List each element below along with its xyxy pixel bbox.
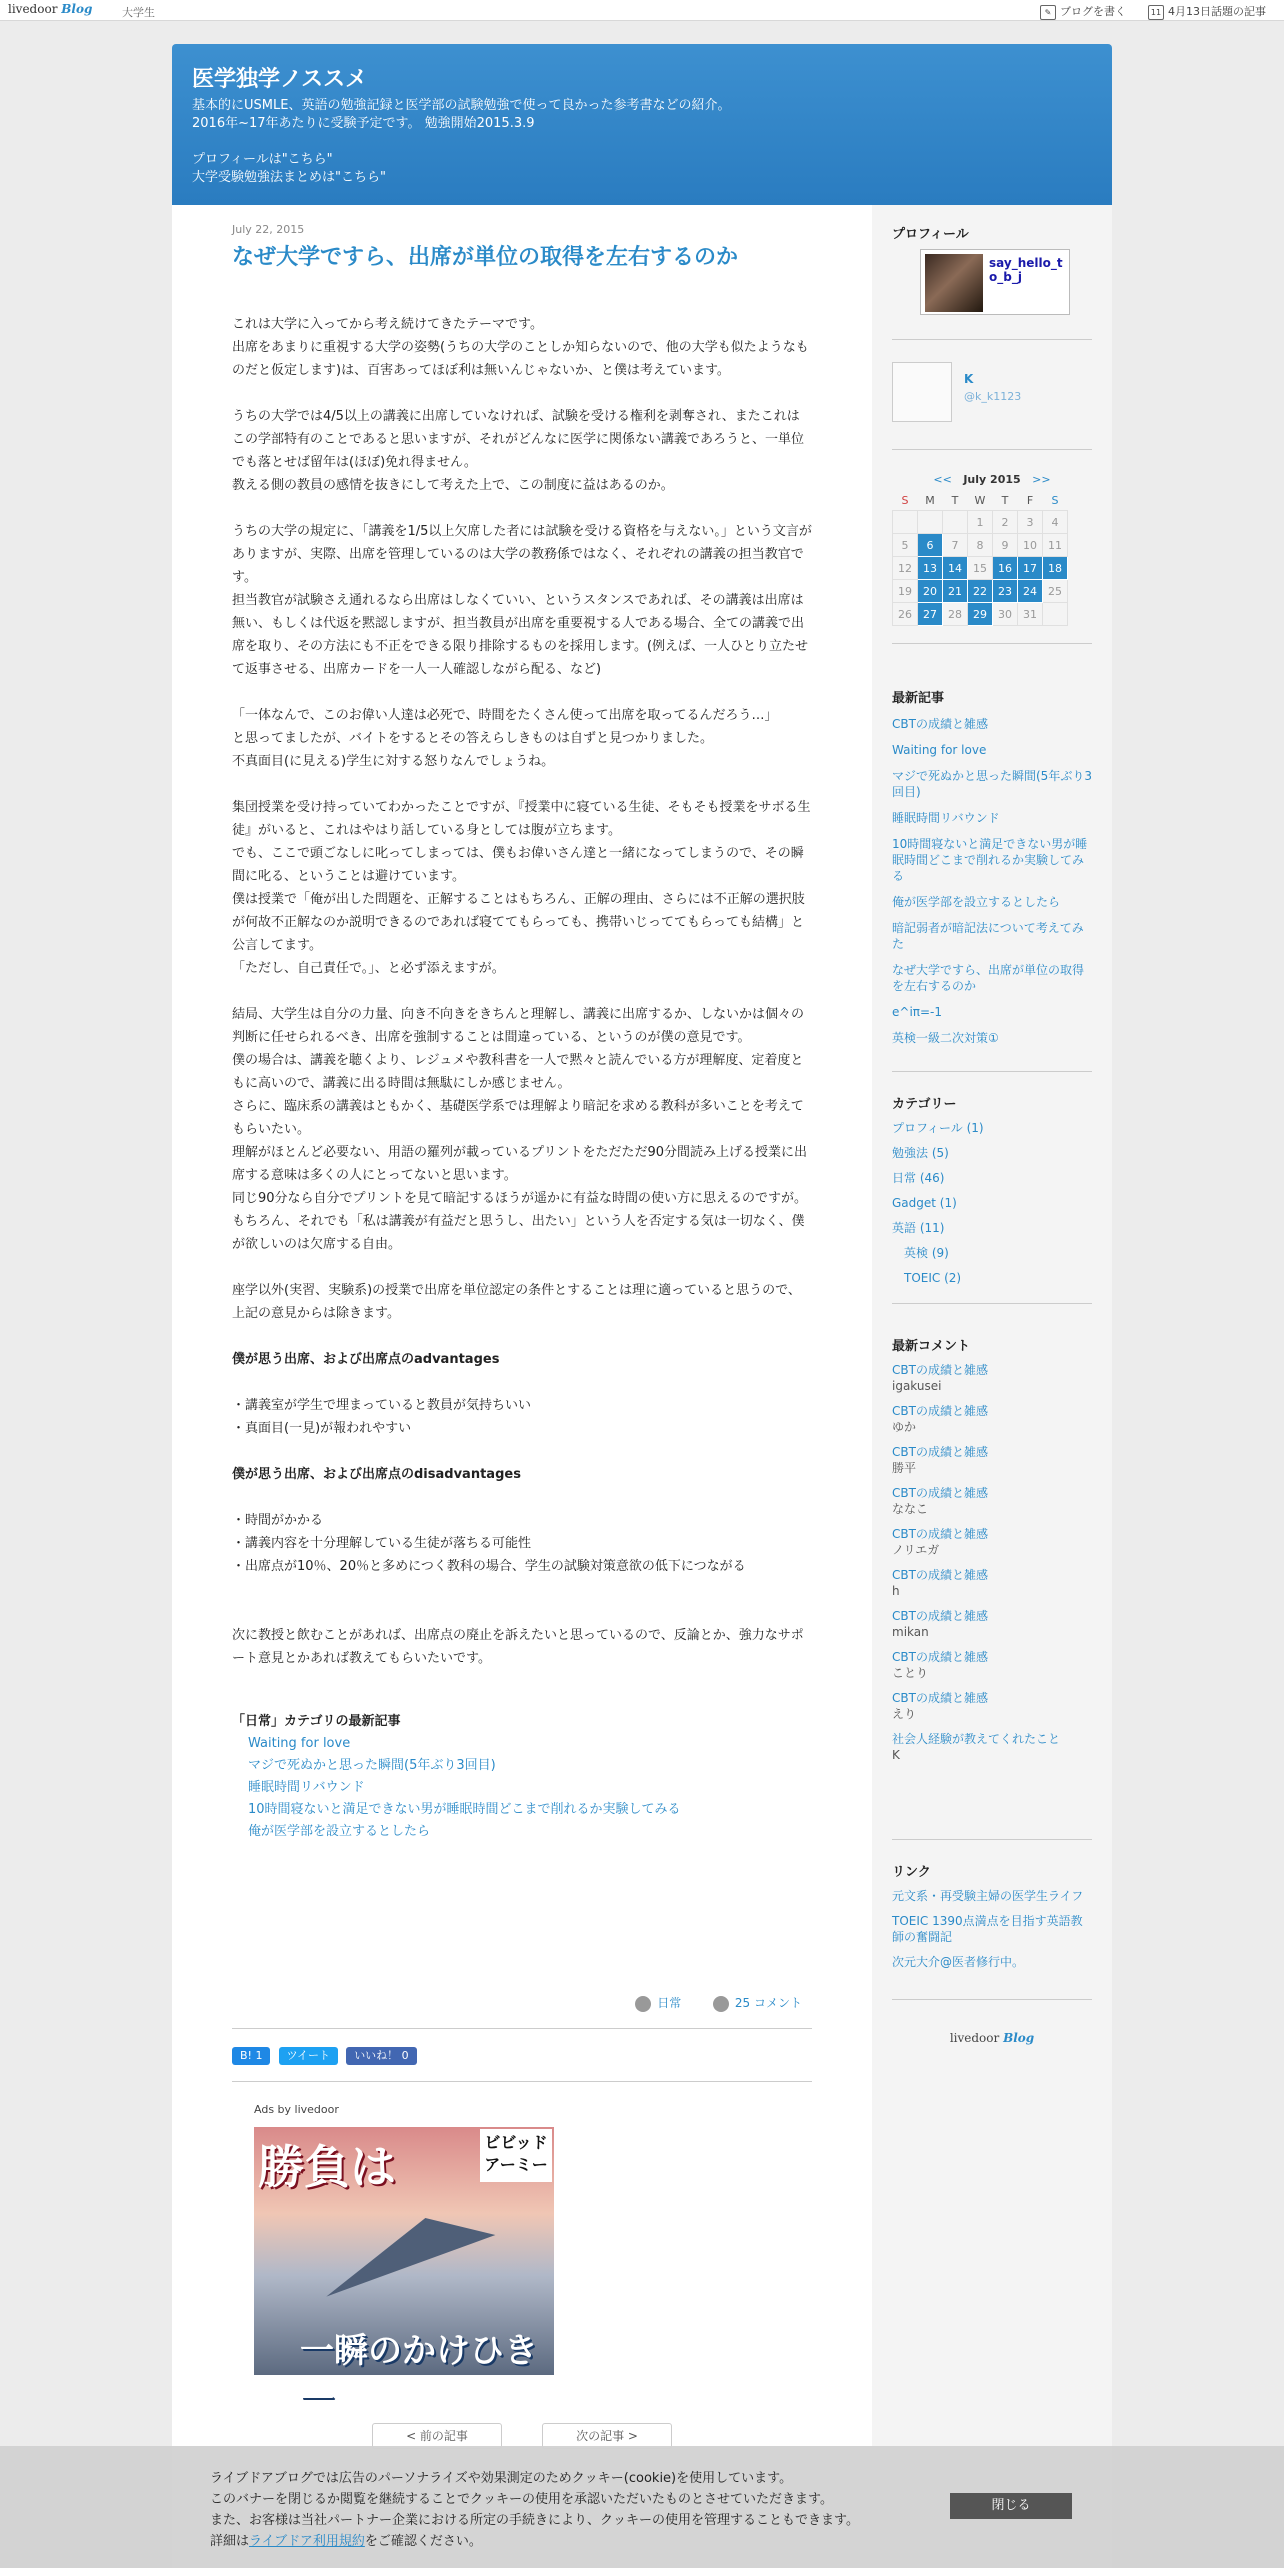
paragraph: 結局、大学生は自分の力量、向き不向きをきちんと理解し、講義に出席するか、しないかは個々の判断に任せられるべき、出席を強制することは間違っている、というのが僕の意見です。 僕の場合は、講義を聴くより、レジュメや教科書を一人で黙々と読んでいる方が理解度、定着度ともに高いので、講義に出る時間は無駄にしか感じません。 さらに、臨床系の講義はともかく、基礎医学系では理解より暗記を求める教科が多いことを考えてもらいたい。 理解がほとんど必要ない、用語の羅列が載っているプリントをただただ90分間読み上げる授業に出席する意味は多くの人にとってないと思います。 同じ90分なら自分でプリントを見て暗記するほうが遥かに有益な時間の使い方に思えるのですが。 もちろん、それでも「私は講義が有益だと思うし、出たい」という人を否定する気は一切なく、僕が欲しいのは欠席する自由。 [232,1007,808,1252]
share-buttons [232,2047,421,2065]
comment-post-link[interactable]: CBTの成績と雑感 [892,1486,988,1500]
comments-heading: 最新コメント [892,1339,971,1354]
calendar-month: July 2015 [963,473,1021,486]
cookie-banner [0,2446,1284,2568]
calendar-day[interactable]: 29 [968,603,993,626]
comment-post-link[interactable]: CBTの成績と雑感 [892,1609,988,1623]
comment-user: mikan [892,1625,929,1639]
cookie-line-post: をご確認ください。 [364,2534,482,2549]
category-link[interactable]: 勉強法 (5) [892,1146,949,1160]
profile-heading: プロフィール [892,227,969,242]
recent-post-link[interactable]: なぜ大学ですら、出席が単位の取得を左右するのか [892,963,1085,993]
category-link[interactable]: プロフィール (1) [892,1121,984,1135]
cookie-line [210,2531,859,2552]
calendar-day: 26 [893,603,918,626]
related-link[interactable]: 10時間寝ないと満足できない男が睡眠時間どこまで削れるか実験してみる [248,1802,681,1817]
calendar-table [892,490,1068,626]
comment-post-link[interactable]: CBTの成績と雑感 [892,1691,988,1705]
comment-user: えり [892,1707,917,1721]
calendar-day[interactable]: 6 [918,534,943,557]
comment-post-link[interactable]: CBTの成績と雑感 [892,1650,988,1664]
study-method-link[interactable]: 大学受験勉強法まとめは"こちら" [192,170,386,185]
disadvantages-heading: 僕が思う出席、および出席点のdisadvantages [232,1467,521,1482]
tweet-button[interactable]: ツイート [279,2047,338,2065]
logo-blog-text: Blog [61,2,93,16]
comment-user: ななこ [892,1502,929,1516]
calendar-day: 8 [968,534,993,557]
category-link[interactable]: 日常 (46) [892,1171,945,1185]
post-body [232,313,812,1843]
category-link[interactable]: 英検 (9) [904,1246,949,1260]
paragraph: 「一体なんで、このお偉い人達は必死で、時間をたくさん使って出席を取ってるんだろう…」 と思ってましたが、バイトをするとその答えらしきものは自ずと見つかりました。 不真面目(に見える)学生に対する怒りなんでしょうね。 [232,708,778,769]
footer-logo-blog: Blog [1003,2031,1035,2045]
calendar-empty-cell [943,511,968,534]
blog-header [172,44,1112,205]
paragraph: これは大学に入ってから考え続けてきたテーマです。 出席をあまりに重視する大学の姿勢(うちの大学のことしか知らないので、他の大学も似たようなものだと仮定します)は、百害あってほぼ利は無いんじゃないか、と僕は考えています。 [232,317,809,378]
calendar-day: 31 [1018,603,1043,626]
cookie-line: ライブドアブログでは広告のパーソナライズや効果測定のためクッキー(cookie)を使用しています。 [210,2471,793,2486]
comment-user: h [892,1584,900,1598]
recent-post-link[interactable]: 睡眠時間リバウンド [892,811,1000,825]
calendar-day[interactable]: 13 [918,557,943,580]
recent-post-link[interactable]: 暗記弱者が暗記法について考えてみた [892,921,1084,951]
calendar-day: 12 [893,557,918,580]
jet-image [313,2197,496,2296]
terms-link[interactable]: ライブドア利用規約 [249,2534,365,2549]
weekday-label: S [1051,493,1059,507]
post-title[interactable]: なぜ大学ですら、出席が単位の取得を左右するのか [232,245,739,270]
divider [232,2081,812,2082]
post-category-link[interactable]: 日常 [657,1996,682,2010]
external-link[interactable]: 次元大介@医者修行中。 [892,1955,1025,1969]
comment-user: igakusei [892,1379,942,1393]
category-link[interactable]: TOEIC (2) [904,1271,962,1285]
ad-main-text: 勝負は [258,2140,396,2194]
calendar-day: 15 [968,557,993,580]
cookie-close-button[interactable]: 閉じる [950,2493,1072,2519]
calendar-empty-cell [918,511,943,534]
calendar-day[interactable]: 16 [993,557,1018,580]
weekday-label: W [974,493,986,507]
hatena-bookmark-button[interactable]: B! 1 [232,2047,270,2065]
profile-name[interactable]: say_hello_to_b_j [989,256,1063,284]
user-avatar[interactable] [892,362,952,422]
comment-post-link[interactable]: CBTの成績と雑感 [892,1404,988,1418]
weekday-label: F [1026,493,1034,507]
comments-link[interactable]: 25 コメント [734,1996,802,2010]
comment-post-link[interactable]: CBTの成績と雑感 [892,1445,988,1459]
divider [892,1999,1092,2000]
cookie-line: このバナーを閉じるか閲覧を継続することでクッキーの使用を承認いただいたものとさせていただきます。 [210,2492,833,2507]
related-link[interactable]: 睡眠時間リバウンド [248,1780,365,1795]
cookie-line-pre: 詳細は [210,2534,250,2549]
comment-user: ノリエガ [892,1543,940,1557]
prev-month-link[interactable]: << [933,473,952,486]
comment-icon [713,1996,729,2012]
recent-heading: 最新記事 [892,691,945,706]
topic-articles-link[interactable] [1148,3,1266,20]
calendar-day: 7 [943,534,968,557]
footer-logo-main: livedoor [949,2031,1000,2045]
cookie-text [210,2468,859,2552]
advantages-list: ・講義室が学生で埋まっていると教員が気持ちいい ・真面目(一見)が報われやすい [232,1398,532,1436]
comment-user: ことり [892,1666,929,1680]
profile-card[interactable] [920,249,1070,315]
external-link[interactable]: TOEIC 1390点満点を目指す英語教師の奮闘記 [892,1914,1083,1944]
ad-banner[interactable] [254,2127,554,2420]
comment-post-link[interactable]: CBTの成績と雑感 [892,1527,988,1541]
divider [892,1839,1092,1840]
ad-logo: ビビッドアーミー [480,2129,552,2182]
blog-description [192,97,1072,187]
ad-sub-text: 一瞬のかけひき一 [300,2331,538,2420]
cookie-line: また、お客様は当社パートナー企業における所定の手続きにより、クッキーの使用を管理することもできます。 [210,2513,859,2528]
next-month-link[interactable]: >> [1032,473,1051,486]
paragraph: 座学以外(実習、実験系)の授業で出席を単位認定の条件とすることは理に適っていると思うので、上記の意見からは除きます。 [232,1283,801,1321]
divider [892,1071,1092,1072]
comment-user: K [892,1748,900,1762]
recent-post-link[interactable]: Waiting for love [892,743,987,757]
calendar-day[interactable]: 27 [918,603,943,626]
closing-paragraph: 次に教授と飲むことがあれば、出席点の廃止を訴えたいと思っているので、反論とか、強力なサポート意見とかあれば教えてもらいたいです。 [232,1628,804,1666]
main-column [172,205,872,2568]
paragraph: 集団授業を受け持っていてわかったことですが、『授業中に寝ている生徒、そもそも授業をサボる生徒』がいると、これはやはり話している身としては腹が立ちます。 でも、ここで頭ごなしに叱ってしまっては、僕もお偉いさん達と一緒になってしまうので、その瞬間に叱る、ということは避けています。 僕は授業で「俺が出した問題を、正解することはもちろん、正解の理由、さらには不正解の選択肢が何故不正解なのか説明できるのであれば寝ててもらっても、携帯いじっててもらっても結構」と公言してます。 「ただし、自己責任で。」、と必ず添えますが。 [232,800,811,976]
category-link[interactable]: 英語 (11) [892,1221,945,1235]
page [172,205,1112,2568]
calendar-day: 1 [968,511,993,534]
disadvantages-list: ・時間がかかる ・講義内容を十分理解している生徒が落ちる可能性 ・出席点が10％、20％と多めにつく教科の場合、学生の試験対策意欲の低下につながる [232,1513,746,1574]
article [232,223,812,1839]
logo-main-text: livedoor [8,2,58,16]
category-tag-link[interactable]: 大学生 [122,6,155,19]
paragraph: うちの大学では4/5以上の講義に出席していなければ、試験を受ける権利を剥奪され、またこれはこの学部特有のことであると思いますが、それがどんなに医学に関係ない講義であろうと、一単位でも落とせば留年は(ほぼ)免れ得ません。 教える側の教員の感情を抜きにして考えた上で、この制度に益はあるのか。 [232,409,805,493]
recent-post-link[interactable]: 10時間寝ないと満足できない男が睡眠時間どこまで削れるか実験してみる [892,837,1088,883]
calendar-day: 30 [993,603,1018,626]
comment-post-link[interactable]: CBTの成績と雑感 [892,1363,988,1377]
calendar-day[interactable]: 18 [1043,557,1068,580]
profile-avatar [925,254,983,312]
comment-user: 勝平 [892,1461,917,1475]
top-bar [0,0,1284,21]
calendar-day: 5 [893,534,918,557]
calendar-day[interactable]: 21 [943,580,968,603]
calendar-day: 28 [943,603,968,626]
user-id[interactable]: @k_k1123 [964,390,1022,403]
calendar-empty-cell [1043,603,1068,626]
desc-line: 2016年~17年あたりに受験予定です。 勉強開始2015.3.9 [192,116,535,131]
write-blog-link[interactable] [1040,3,1126,20]
user-name[interactable]: K [964,372,974,386]
recent-post-link[interactable]: マジで死ぬかと思った瞬間(5年ぶり3回目) [892,769,1092,799]
divider [892,643,1092,644]
calendar-day: 3 [1018,511,1043,534]
related-link[interactable]: Waiting for love [248,1736,351,1751]
calendar-day[interactable]: 22 [968,580,993,603]
related-title: 「日常」カテゴリの最新記事 [232,1714,401,1729]
recent-post-link[interactable]: e^iπ=-1 [892,1005,943,1019]
ads-label: Ads by livedoor [254,2103,339,2116]
prev-post-button[interactable]: < 前の記事 [372,2423,502,2449]
related-link[interactable]: 俺が医学部を設立するとしたら [248,1824,431,1839]
folder-icon [635,1996,651,2012]
recent-post-link[interactable]: 俺が医学部を設立するとしたら [892,895,1061,909]
calendar-day: 2 [993,511,1018,534]
write-blog-label: ブログを書く [1060,5,1126,18]
paragraph: うちの大学の規定に、「講義を1/5以上欠席した者には試験を受ける資格を与えない。」という文言がありますが、実際、出席を管理しているのは大学の教務係ではなく、それぞれの講義の担当教官です。 担当教官が試験さえ通れるなら出席はしなくていい、というスタンスであれば、その講義は出席は無い、もしくは代返を黙認しますが、担当教員が出席を重要視する人である場合、全ての講義で出席を取り、その方法にも不正をできる限り排除するものを採用します。(例えば、一人ひとり立たせて返事させる、出席カードを一人一人確認しながら配る、など) [232,524,812,677]
advantages-heading: 僕が思う出席、および出席点のadvantages [232,1352,500,1367]
comment-post-link[interactable]: 社会人経験が教えてくれたこと [892,1732,1061,1746]
post-date: July 22, 2015 [232,223,305,236]
calendar-icon: 11 [1148,5,1164,20]
calendar-day[interactable]: 23 [993,580,1018,603]
weekday-label: M [925,493,935,507]
calendar-day: 25 [1043,580,1068,603]
weekday-label: T [1001,493,1009,507]
profile-link[interactable]: プロフィールは"こちら" [192,152,333,167]
profile-section [892,223,1092,284]
calendar-day[interactable]: 24 [1018,580,1043,603]
calendar-day[interactable]: 20 [918,580,943,603]
next-post-button[interactable]: 次の記事 > [542,2423,672,2449]
external-link[interactable]: 元文系・再受験主婦の医学生ライフ [892,1889,1084,1903]
divider [892,449,1092,450]
related-link[interactable]: マジで死ぬかと思った瞬間(5年ぶり3回目) [248,1758,496,1773]
weekday-label: S [901,493,909,507]
calendar-day: 11 [1043,534,1068,557]
category-link[interactable]: Gadget (1) [892,1196,957,1210]
desc-line: 基本的にUSMLE、英語の勉強記録と医学部の試験勉強で使って良かった参考書などの紹介。 [192,98,731,113]
recent-post-link[interactable]: CBTの成績と雑感 [892,717,988,731]
post-footer [232,1988,812,2029]
pencil-icon: ✎ [1040,5,1056,20]
calendar-day: 9 [993,534,1018,557]
calendar-day[interactable]: 17 [1018,557,1043,580]
category-heading: カテゴリー [892,1097,957,1112]
calendar-day: 10 [1018,534,1043,557]
facebook-like-button[interactable]: いいね！ 0 [346,2047,417,2065]
livedoor-blog-logo[interactable] [8,2,92,16]
comment-post-link[interactable]: CBTの成績と雑感 [892,1568,988,1582]
divider [892,1303,1092,1304]
weekday-label: T [951,493,959,507]
divider [892,339,1092,340]
calendar-day[interactable]: 14 [943,557,968,580]
topic-label: 4月13日話題の記事 [1168,5,1266,18]
recent-post-link[interactable]: 英検一級二次対策① [892,1031,999,1045]
links-heading: リンク [892,1865,931,1880]
blog-title[interactable]: 医学独学ノススメ [192,67,368,92]
calendar-day: 4 [1043,511,1068,534]
calendar-day: 19 [893,580,918,603]
related-articles [232,1710,812,1843]
comment-user: ゆか [892,1420,917,1434]
calendar-empty-cell [893,511,918,534]
